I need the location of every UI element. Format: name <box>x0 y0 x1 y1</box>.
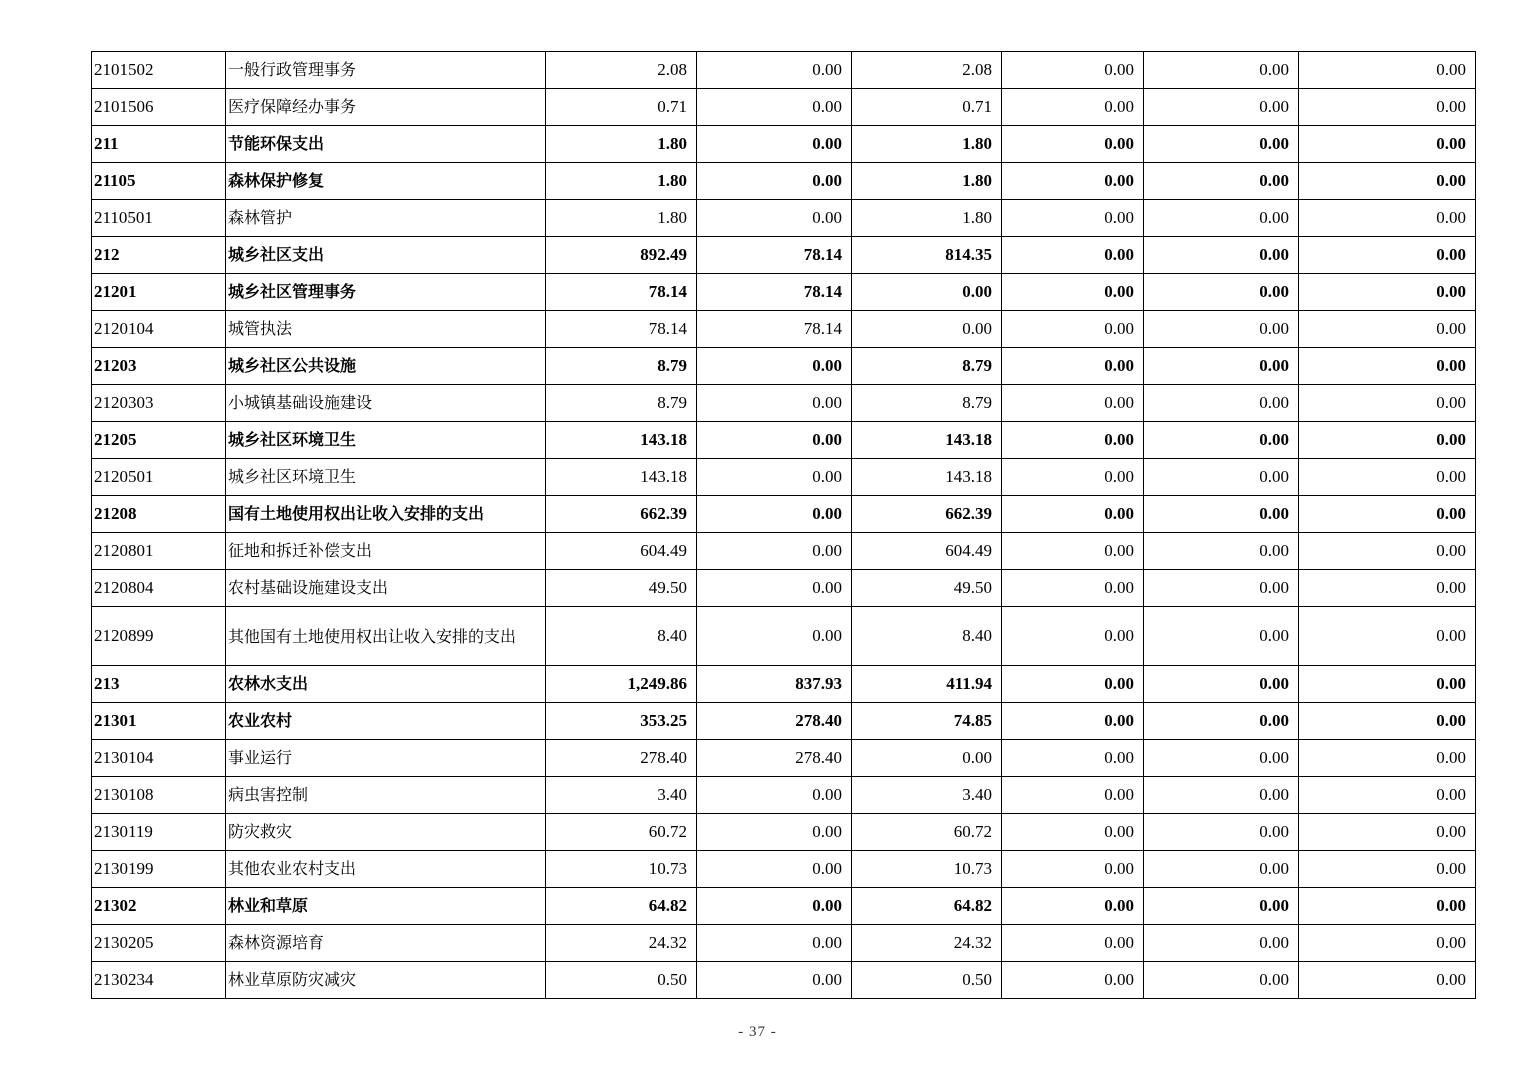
cell-value-col4: 0.00 <box>1002 200 1144 237</box>
table-row <box>92 607 1476 666</box>
cell-value-col3: 0.50 <box>852 962 1002 999</box>
cell-value-col2: 0.00 <box>697 52 852 89</box>
cell-name: 一般行政管理事务 <box>226 52 546 89</box>
cell-value-col1: 49.50 <box>546 570 697 607</box>
cell-code: 2120804 <box>92 570 226 607</box>
cell-code: 2120303 <box>92 385 226 422</box>
cell-code: 2130199 <box>92 851 226 888</box>
cell-value-col2: 0.00 <box>697 962 852 999</box>
cell-name: 小城镇基础设施建设 <box>226 385 546 422</box>
cell-value-col5: 0.00 <box>1144 200 1299 237</box>
cell-value-col2: 0.00 <box>697 163 852 200</box>
cell-value-col3: 0.00 <box>852 274 1002 311</box>
cell-value-col5: 0.00 <box>1144 607 1299 666</box>
cell-name: 城乡社区管理事务 <box>226 274 546 311</box>
cell-value-col5: 0.00 <box>1144 570 1299 607</box>
cell-code: 212 <box>92 237 226 274</box>
cell-value-col6: 0.00 <box>1299 422 1476 459</box>
cell-value-col5: 0.00 <box>1144 925 1299 962</box>
cell-value-col2: 0.00 <box>697 348 852 385</box>
cell-value-col5: 0.00 <box>1144 385 1299 422</box>
cell-value-col1: 0.71 <box>546 89 697 126</box>
cell-value-col5: 0.00 <box>1144 496 1299 533</box>
cell-value-col6: 0.00 <box>1299 459 1476 496</box>
table-row <box>92 666 1476 703</box>
cell-value-col5: 0.00 <box>1144 163 1299 200</box>
table-row <box>92 89 1476 126</box>
budget-table <box>91 51 1476 999</box>
cell-value-col4: 0.00 <box>1002 703 1144 740</box>
cell-value-col2: 0.00 <box>697 385 852 422</box>
table-row <box>92 740 1476 777</box>
cell-value-col6: 0.00 <box>1299 126 1476 163</box>
cell-value-col1: 1.80 <box>546 200 697 237</box>
cell-value-col3: 8.40 <box>852 607 1002 666</box>
cell-value-col2: 0.00 <box>697 89 852 126</box>
table-row <box>92 274 1476 311</box>
cell-value-col4: 0.00 <box>1002 348 1144 385</box>
cell-value-col1: 1.80 <box>546 126 697 163</box>
cell-value-col6: 0.00 <box>1299 814 1476 851</box>
cell-value-col6: 0.00 <box>1299 666 1476 703</box>
cell-value-col2: 78.14 <box>697 237 852 274</box>
cell-value-col2: 278.40 <box>697 703 852 740</box>
cell-name: 林业草原防灾减灾 <box>226 962 546 999</box>
cell-code: 2130119 <box>92 814 226 851</box>
cell-value-col3: 3.40 <box>852 777 1002 814</box>
cell-name: 其他国有土地使用权出让收入安排的支出 <box>226 607 546 666</box>
cell-name: 征地和拆迁补偿支出 <box>226 533 546 570</box>
cell-name: 农林水支出 <box>226 666 546 703</box>
cell-value-col1: 3.40 <box>546 777 697 814</box>
table-row <box>92 163 1476 200</box>
cell-value-col5: 0.00 <box>1144 533 1299 570</box>
cell-value-col1: 64.82 <box>546 888 697 925</box>
cell-value-col2: 0.00 <box>697 925 852 962</box>
cell-value-col4: 0.00 <box>1002 925 1144 962</box>
cell-value-col4: 0.00 <box>1002 52 1144 89</box>
cell-value-col2: 0.00 <box>697 422 852 459</box>
cell-code: 2110501 <box>92 200 226 237</box>
cell-value-col1: 10.73 <box>546 851 697 888</box>
cell-value-col4: 0.00 <box>1002 385 1144 422</box>
cell-value-col2: 278.40 <box>697 740 852 777</box>
cell-value-col2: 0.00 <box>697 607 852 666</box>
cell-value-col2: 0.00 <box>697 200 852 237</box>
cell-value-col5: 0.00 <box>1144 89 1299 126</box>
cell-name: 森林管护 <box>226 200 546 237</box>
cell-value-col6: 0.00 <box>1299 888 1476 925</box>
cell-value-col4: 0.00 <box>1002 274 1144 311</box>
cell-value-col5: 0.00 <box>1144 666 1299 703</box>
cell-value-col6: 0.00 <box>1299 311 1476 348</box>
cell-value-col3: 143.18 <box>852 459 1002 496</box>
table-row <box>92 888 1476 925</box>
cell-value-col4: 0.00 <box>1002 126 1144 163</box>
cell-value-col3: 143.18 <box>852 422 1002 459</box>
cell-value-col3: 0.71 <box>852 89 1002 126</box>
cell-name: 林业和草原 <box>226 888 546 925</box>
table-row <box>92 962 1476 999</box>
cell-value-col2: 0.00 <box>697 851 852 888</box>
table-row <box>92 496 1476 533</box>
cell-name: 农村基础设施建设支出 <box>226 570 546 607</box>
cell-value-col4: 0.00 <box>1002 570 1144 607</box>
cell-value-col5: 0.00 <box>1144 888 1299 925</box>
cell-value-col6: 0.00 <box>1299 703 1476 740</box>
cell-value-col3: 8.79 <box>852 385 1002 422</box>
cell-value-col2: 78.14 <box>697 311 852 348</box>
cell-name: 病虫害控制 <box>226 777 546 814</box>
cell-value-col3: 24.32 <box>852 925 1002 962</box>
cell-value-col3: 64.82 <box>852 888 1002 925</box>
cell-code: 2120104 <box>92 311 226 348</box>
cell-value-col5: 0.00 <box>1144 814 1299 851</box>
cell-name: 城乡社区公共设施 <box>226 348 546 385</box>
cell-value-col4: 0.00 <box>1002 496 1144 533</box>
cell-value-col5: 0.00 <box>1144 348 1299 385</box>
cell-value-col6: 0.00 <box>1299 496 1476 533</box>
cell-code: 21208 <box>92 496 226 533</box>
cell-name: 城乡社区支出 <box>226 237 546 274</box>
cell-value-col1: 278.40 <box>546 740 697 777</box>
cell-name: 森林保护修复 <box>226 163 546 200</box>
table-row <box>92 570 1476 607</box>
cell-value-col6: 0.00 <box>1299 962 1476 999</box>
cell-value-col3: 60.72 <box>852 814 1002 851</box>
cell-value-col6: 0.00 <box>1299 89 1476 126</box>
cell-value-col4: 0.00 <box>1002 237 1144 274</box>
cell-value-col1: 8.40 <box>546 607 697 666</box>
cell-value-col4: 0.00 <box>1002 311 1144 348</box>
table-row <box>92 777 1476 814</box>
cell-value-col1: 143.18 <box>546 422 697 459</box>
cell-name: 节能环保支出 <box>226 126 546 163</box>
cell-value-col1: 2.08 <box>546 52 697 89</box>
cell-value-col3: 604.49 <box>852 533 1002 570</box>
cell-code: 21201 <box>92 274 226 311</box>
cell-value-col1: 78.14 <box>546 311 697 348</box>
cell-value-col3: 74.85 <box>852 703 1002 740</box>
cell-name: 农业农村 <box>226 703 546 740</box>
cell-name: 防灾救灾 <box>226 814 546 851</box>
cell-value-col3: 1.80 <box>852 200 1002 237</box>
cell-value-col3: 49.50 <box>852 570 1002 607</box>
cell-value-col6: 0.00 <box>1299 200 1476 237</box>
cell-code: 2120899 <box>92 607 226 666</box>
cell-value-col5: 0.00 <box>1144 311 1299 348</box>
cell-value-col3: 1.80 <box>852 126 1002 163</box>
table-row <box>92 348 1476 385</box>
cell-value-col3: 2.08 <box>852 52 1002 89</box>
cell-code: 2120801 <box>92 533 226 570</box>
cell-name: 事业运行 <box>226 740 546 777</box>
cell-value-col3: 0.00 <box>852 740 1002 777</box>
cell-value-col6: 0.00 <box>1299 385 1476 422</box>
cell-code: 213 <box>92 666 226 703</box>
cell-code: 2130104 <box>92 740 226 777</box>
cell-name: 其他农业农村支出 <box>226 851 546 888</box>
cell-value-col2: 0.00 <box>697 126 852 163</box>
cell-value-col5: 0.00 <box>1144 237 1299 274</box>
cell-value-col4: 0.00 <box>1002 459 1144 496</box>
cell-value-col1: 0.50 <box>546 962 697 999</box>
table-row <box>92 459 1476 496</box>
cell-value-col6: 0.00 <box>1299 274 1476 311</box>
cell-value-col5: 0.00 <box>1144 274 1299 311</box>
cell-value-col4: 0.00 <box>1002 422 1144 459</box>
cell-value-col1: 60.72 <box>546 814 697 851</box>
cell-value-col1: 1.80 <box>546 163 697 200</box>
cell-value-col2: 837.93 <box>697 666 852 703</box>
cell-value-col4: 0.00 <box>1002 851 1144 888</box>
cell-value-col6: 0.00 <box>1299 740 1476 777</box>
table-row <box>92 703 1476 740</box>
table-row <box>92 851 1476 888</box>
cell-value-col1: 24.32 <box>546 925 697 962</box>
table-row <box>92 385 1476 422</box>
cell-name: 森林资源培育 <box>226 925 546 962</box>
table-row <box>92 237 1476 274</box>
cell-value-col2: 0.00 <box>697 496 852 533</box>
cell-value-col4: 0.00 <box>1002 777 1144 814</box>
cell-code: 21205 <box>92 422 226 459</box>
cell-value-col5: 0.00 <box>1144 459 1299 496</box>
cell-value-col3: 10.73 <box>852 851 1002 888</box>
cell-code: 2120501 <box>92 459 226 496</box>
cell-value-col3: 0.00 <box>852 311 1002 348</box>
cell-value-col6: 0.00 <box>1299 777 1476 814</box>
cell-value-col6: 0.00 <box>1299 607 1476 666</box>
cell-value-col1: 8.79 <box>546 385 697 422</box>
cell-value-col4: 0.00 <box>1002 533 1144 570</box>
cell-value-col2: 0.00 <box>697 777 852 814</box>
table-row <box>92 814 1476 851</box>
cell-name: 国有土地使用权出让收入安排的支出 <box>226 496 546 533</box>
table-row <box>92 126 1476 163</box>
cell-code: 21105 <box>92 163 226 200</box>
cell-value-col2: 0.00 <box>697 570 852 607</box>
cell-code: 2101506 <box>92 89 226 126</box>
table-row <box>92 200 1476 237</box>
cell-value-col3: 1.80 <box>852 163 1002 200</box>
table-row <box>92 52 1476 89</box>
cell-value-col3: 411.94 <box>852 666 1002 703</box>
cell-value-col5: 0.00 <box>1144 740 1299 777</box>
cell-value-col5: 0.00 <box>1144 422 1299 459</box>
cell-value-col4: 0.00 <box>1002 888 1144 925</box>
table-row <box>92 533 1476 570</box>
cell-value-col1: 8.79 <box>546 348 697 385</box>
table-row <box>92 422 1476 459</box>
cell-value-col6: 0.00 <box>1299 348 1476 385</box>
cell-code: 21301 <box>92 703 226 740</box>
cell-value-col1: 892.49 <box>546 237 697 274</box>
cell-value-col3: 662.39 <box>852 496 1002 533</box>
cell-value-col6: 0.00 <box>1299 851 1476 888</box>
cell-value-col2: 0.00 <box>697 459 852 496</box>
page-number: - 37 - <box>738 1024 777 1040</box>
table-row <box>92 311 1476 348</box>
cell-value-col6: 0.00 <box>1299 163 1476 200</box>
cell-value-col1: 353.25 <box>546 703 697 740</box>
cell-value-col4: 0.00 <box>1002 607 1144 666</box>
cell-name: 城乡社区环境卫生 <box>226 422 546 459</box>
cell-value-col1: 78.14 <box>546 274 697 311</box>
cell-value-col1: 662.39 <box>546 496 697 533</box>
cell-value-col3: 814.35 <box>852 237 1002 274</box>
cell-value-col5: 0.00 <box>1144 703 1299 740</box>
cell-value-col3: 8.79 <box>852 348 1002 385</box>
cell-value-col1: 1,249.86 <box>546 666 697 703</box>
cell-value-col6: 0.00 <box>1299 533 1476 570</box>
cell-code: 2101502 <box>92 52 226 89</box>
cell-name: 城乡社区环境卫生 <box>226 459 546 496</box>
cell-value-col2: 0.00 <box>697 814 852 851</box>
cell-value-col5: 0.00 <box>1144 851 1299 888</box>
cell-value-col4: 0.00 <box>1002 666 1144 703</box>
cell-value-col6: 0.00 <box>1299 52 1476 89</box>
cell-value-col4: 0.00 <box>1002 89 1144 126</box>
cell-value-col1: 143.18 <box>546 459 697 496</box>
cell-code: 2130205 <box>92 925 226 962</box>
cell-code: 211 <box>92 126 226 163</box>
cell-value-col4: 0.00 <box>1002 163 1144 200</box>
cell-value-col5: 0.00 <box>1144 52 1299 89</box>
table-row <box>92 925 1476 962</box>
cell-name: 医疗保障经办事务 <box>226 89 546 126</box>
cell-value-col4: 0.00 <box>1002 962 1144 999</box>
cell-value-col2: 0.00 <box>697 888 852 925</box>
cell-value-col1: 604.49 <box>546 533 697 570</box>
cell-value-col5: 0.00 <box>1144 126 1299 163</box>
cell-value-col6: 0.00 <box>1299 925 1476 962</box>
cell-code: 2130234 <box>92 962 226 999</box>
cell-code: 21203 <box>92 348 226 385</box>
table-body <box>92 52 1476 999</box>
cell-code: 21302 <box>92 888 226 925</box>
cell-name: 城管执法 <box>226 311 546 348</box>
cell-value-col5: 0.00 <box>1144 962 1299 999</box>
cell-value-col2: 0.00 <box>697 533 852 570</box>
cell-value-col2: 78.14 <box>697 274 852 311</box>
cell-value-col4: 0.00 <box>1002 814 1144 851</box>
cell-value-col5: 0.00 <box>1144 777 1299 814</box>
cell-code: 2130108 <box>92 777 226 814</box>
cell-value-col6: 0.00 <box>1299 237 1476 274</box>
cell-value-col4: 0.00 <box>1002 740 1144 777</box>
cell-value-col6: 0.00 <box>1299 570 1476 607</box>
